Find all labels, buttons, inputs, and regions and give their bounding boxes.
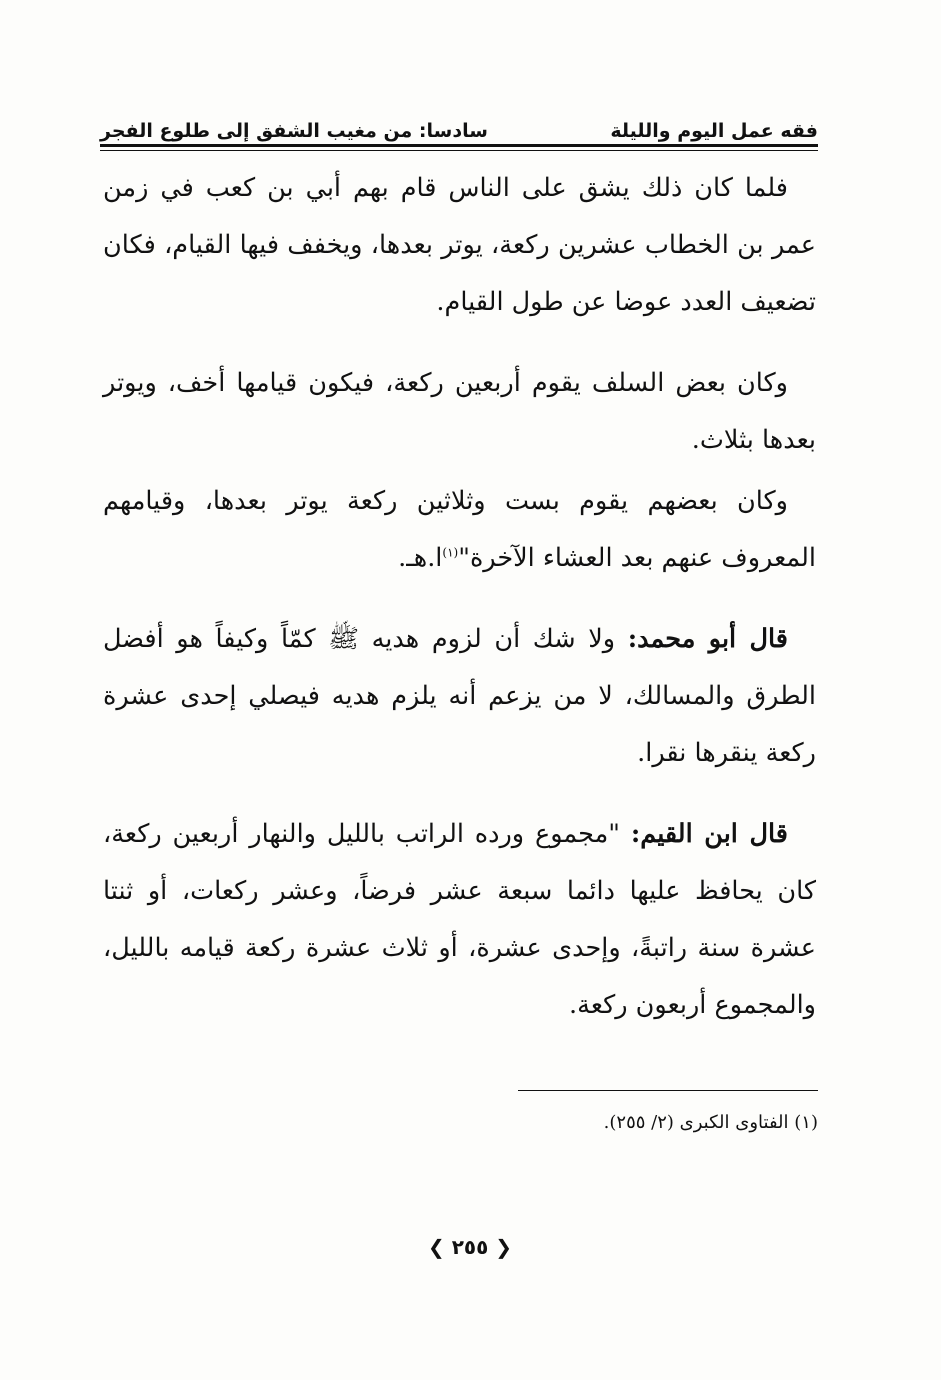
paragraph-5	[103, 806, 816, 1034]
footnote-ref[interactable]: (١)	[442, 545, 459, 560]
paragraph-text: ولا شك أن لزوم هديه ﷺ كمّاً وكيفاً هو أفضل الطرق والمسالك، لا من يزعم أنه يلزم هديه فيصلي إحدى عشرة ركعة ينقرها نقرا.	[103, 624, 816, 768]
paragraph-text: وكان بعض السلف يقوم أربعين ركعة، فيكون قيامها أخف، ويوتر بعدها بثلاث.	[103, 368, 816, 455]
header-rule-thin	[100, 150, 818, 151]
footnote-separator	[518, 1090, 818, 1091]
speaker-label: قال أبو محمد:	[627, 624, 788, 654]
paragraph-1	[103, 160, 816, 331]
ornament-right: ❯	[495, 1235, 513, 1259]
paragraph-text: "مجموع ورده الراتب بالليل والنهار أربعين ركعة، كان يحافظ عليها دائما سبعة عشر فرضاً، وعشر ركعات، أو ثنتا عشرة سنة راتبةً، وإحدى عشرة، أو ثلاث عشرة ركعة قيامه بالليل، والمجموع أربعون ركعة.	[103, 819, 816, 1020]
paragraph-text: وكان بعضهم يقوم بست وثلاثين ركعة يوتر بعدها، وقيامهم المعروف عنهم بعد العشاء الآخرة"	[103, 486, 816, 573]
book-title: فقه عمل اليوم والليلة	[610, 120, 818, 142]
page-number: ٢٥٥	[451, 1235, 489, 1259]
paragraph-text: فلما كان ذلك يشق على الناس قام بهم أبي بن كعب في زمن عمر بن الخطاب عشرين ركعة، يوتر بعدها، ويخفف فيها القيام، فكان تضعيف العدد عوضا عن طول القيام.	[103, 173, 816, 317]
paragraph-2	[103, 355, 816, 469]
paragraph-3	[103, 473, 816, 587]
ornament-left: ❮	[427, 1235, 445, 1259]
running-header	[100, 112, 818, 142]
footnote: (١) الفتاوى الكبرى (٢/ ٢٥٥).	[603, 1112, 818, 1133]
chapter-title: سادسا: من مغيب الشفق إلى طلوع الفجر	[100, 120, 488, 142]
paragraph-text-end: ا.هـ.	[398, 543, 443, 573]
speaker-label: قال ابن القيم:	[630, 819, 788, 849]
header-rule-thick	[100, 144, 818, 147]
paragraph-4	[103, 611, 816, 782]
main-text	[103, 160, 816, 1034]
page-number-block	[380, 1235, 560, 1259]
